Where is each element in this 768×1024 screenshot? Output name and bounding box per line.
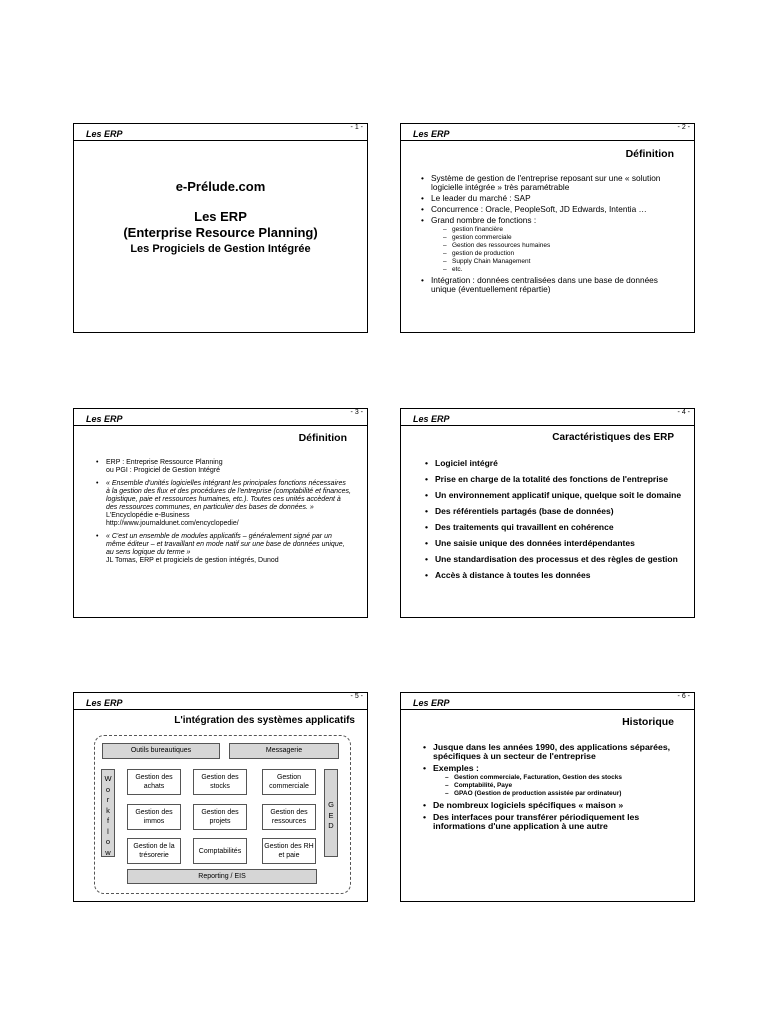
workflow-letter: l — [107, 826, 109, 836]
module-projects: Gestion des projets — [193, 804, 247, 830]
slide-5 — [73, 692, 368, 902]
slide-tag: Les ERP — [86, 414, 123, 424]
slide-number: - 5 - — [350, 693, 363, 700]
bullet-item: • Des référentiels partagés (base de données) — [425, 507, 687, 516]
slide-tag: Les ERP — [413, 698, 450, 708]
module-resources: Gestion des ressources — [262, 804, 316, 830]
bullet-item: • Accès à distance à toutes les données — [425, 571, 687, 580]
bullet-item: • De nombreux logiciels spécifiques « maison » — [423, 801, 688, 810]
sub-item: – GPAO (Gestion de production assistée par ordinateur) — [445, 790, 688, 798]
header-rule — [401, 140, 694, 141]
module-accounting: Comptabilités — [193, 838, 247, 864]
ged-letter: D — [328, 821, 334, 830]
bullet-item — [96, 459, 351, 475]
slide-title: Les ERP — [194, 209, 247, 224]
header-rule — [74, 425, 367, 426]
bullet-text: Exemples : — [433, 763, 479, 773]
office-tools-box: Outils bureautiques — [102, 743, 220, 759]
quote-source: JL Tomas, ERP et progiciels de gestion intégrés, Dunod — [106, 557, 279, 564]
messaging-box: Messagerie — [229, 743, 339, 759]
slide-number: - 1 - — [350, 124, 363, 131]
bullet-item: • Jusque dans les années 1990, des applications séparées, spécifiques à un secteur de l'entreprise — [423, 743, 688, 761]
bullet-item: • Une standardisation des processus et des règles de gestion — [425, 555, 687, 564]
slide-heading: Caractéristiques des ERP — [552, 432, 674, 443]
bullet-text: ou PGI : Progiciel de Gestion Intégré — [106, 467, 221, 474]
ged-box — [324, 769, 338, 857]
header-rule — [74, 140, 367, 141]
slide-number: - 3 - — [350, 409, 363, 416]
workflow-letter: o — [105, 784, 111, 794]
sub-item: – etc. — [443, 266, 683, 274]
slide-tag: Les ERP — [86, 129, 123, 139]
bullet-text: • ERP : Entreprise Ressource Planning — [106, 459, 223, 466]
bullet-item — [96, 533, 351, 565]
module-hr-payroll: Gestion des RH et paie — [262, 838, 316, 864]
slide-6 — [400, 692, 695, 902]
bullet-text: Grand nombre de fonctions : — [431, 215, 537, 225]
slide-tag: Les ERP — [86, 698, 123, 708]
sub-item: – gestion financière — [443, 226, 683, 234]
bullet-list — [425, 459, 687, 580]
header-rule — [401, 709, 694, 710]
slide-title-brand: e-Prélude.com — [175, 179, 266, 194]
quote: • « C'est un ensemble de modules applicatifs – généralement signé par un même éditeur – et travaillant en mode natif sur une base de données unique, au sens logique du terme » — [106, 533, 345, 556]
slide-3 — [73, 408, 368, 618]
workflow-box — [101, 769, 115, 857]
bullet-item — [421, 216, 683, 274]
bullet-list — [96, 459, 351, 565]
workflow-letter: o — [105, 837, 111, 846]
slide-heading: L'intégration des systèmes applicatifs — [174, 715, 355, 726]
bullet-item: • Des traitements qui travaillent en cohérence — [425, 523, 687, 532]
ged-letter: E — [328, 810, 334, 820]
workflow-letter: f — [106, 816, 110, 825]
workflow-letter: W — [104, 774, 112, 783]
bullet-list — [423, 743, 688, 831]
ged-letter: G — [328, 800, 334, 809]
quote: • « Ensemble d'unités logicielles intégrant les principales fonctions nécessaires à la gestion des flux et des procédures de l'entreprise (comptabilité et finances, logistique, paie et ressources humaines, etc.). Toutes ces unités accèdent à des ressources communes, en particulier des bases de données. » — [106, 480, 351, 511]
slide-title-expanded: (Enterprise Resource Planning) — [123, 225, 318, 240]
slide-number: - 4 - — [677, 409, 690, 416]
sub-item: – Gestion des ressources humaines — [443, 242, 683, 250]
slide-number: - 6 - — [677, 693, 690, 700]
bullet-item — [423, 764, 688, 798]
sub-item: – gestion commerciale — [443, 234, 683, 242]
quote-url: http://www.journaldunet.com/encyclopedie/ — [106, 520, 239, 527]
module-purchasing: Gestion des achats — [127, 769, 181, 795]
workflow-letter: w — [105, 847, 111, 857]
bullet-item: • Le leader du marché : SAP — [421, 194, 683, 203]
slide-1 — [73, 123, 368, 333]
bullet-item: • Un environnement applicatif unique, quelque soit le domaine — [425, 491, 687, 500]
sub-list — [431, 226, 683, 274]
module-stock: Gestion des stocks — [193, 769, 247, 795]
sub-item: – Gestion commerciale, Facturation, Gestion des stocks — [445, 774, 688, 782]
slide-2 — [400, 123, 695, 333]
header-rule — [401, 425, 694, 426]
bullet-item: • Logiciel intégré — [425, 459, 687, 468]
reporting-box: Reporting / EIS — [127, 869, 317, 884]
header-rule — [74, 709, 367, 710]
bullet-item: • Prise en charge de la totalité des fonctions de l'entreprise — [425, 475, 687, 484]
bullet-item: • Concurrence : Oracle, PeopleSoft, JD Edwards, Intentia … — [421, 205, 683, 214]
slide-4 — [400, 408, 695, 618]
sub-list — [433, 774, 688, 798]
slide-heading: Définition — [298, 432, 347, 444]
sub-item: – Supply Chain Management — [443, 258, 683, 266]
slide-subtitle: Les Progiciels de Gestion Intégrée — [130, 243, 311, 255]
slide-heading: Historique — [622, 716, 674, 728]
module-fixed-assets: Gestion des immos — [127, 804, 181, 830]
bullet-item: • Des interfaces pour transférer périodiquement les informations d'une application à une autre — [423, 813, 688, 831]
slide-heading: Définition — [625, 148, 674, 160]
slide-tag: Les ERP — [413, 414, 450, 424]
bullet-item: • Une saisie unique des données interdépendantes — [425, 539, 687, 548]
sub-item: – Comptabilité, Paye — [445, 782, 688, 790]
bullet-item — [96, 480, 351, 528]
bullet-item: • Système de gestion de l'entreprise reposant sur une « solution logicielle intégrée » très paramétrable — [421, 174, 683, 192]
module-treasury: Gestion de la trésorerie — [127, 838, 181, 864]
workflow-letter: k — [106, 805, 110, 815]
sub-item: – gestion de production — [443, 250, 683, 258]
module-sales: Gestion commerciale — [262, 769, 316, 795]
bullet-item: • Intégration : données centralisées dans une base de données unique (éventuellement répartie) — [421, 276, 683, 294]
quote-source: L'Encyclopédie e-Business — [106, 512, 190, 519]
bullet-list — [421, 174, 683, 294]
slide-number: - 2 - — [677, 124, 690, 131]
slide-tag: Les ERP — [413, 129, 450, 139]
workflow-letter: r — [106, 795, 110, 804]
